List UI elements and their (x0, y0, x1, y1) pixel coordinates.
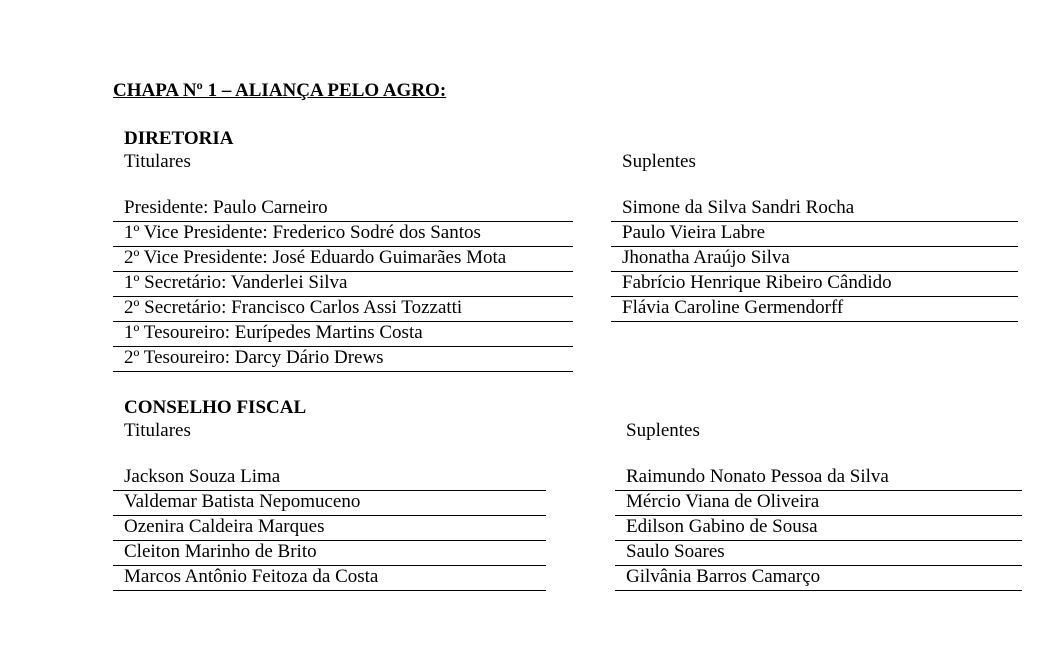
diretoria-heading: DIRETORIA (124, 128, 234, 149)
diretoria-suplentes-list (611, 197, 1018, 322)
list-item: 2º Secretário: Francisco Carlos Assi Tozzatti (113, 297, 573, 322)
conselho-titulares-list (113, 466, 546, 591)
conselho-suplentes-list (615, 466, 1022, 591)
document-title: CHAPA Nº 1 – ALIANÇA PELO AGRO: (113, 80, 447, 101)
list-item: Fabrício Henrique Ribeiro Cândido (611, 272, 1018, 297)
list-item: 2º Tesoureiro: Darcy Dário Drews (113, 347, 573, 372)
conselho-titulares-label: Titulares (124, 420, 191, 441)
list-item: 1º Vice Presidente: Frederico Sodré dos Santos (113, 222, 573, 247)
list-item: Flávia Caroline Germendorff (611, 297, 1018, 322)
list-item: Cleiton Marinho de Brito (113, 541, 546, 566)
list-item: Jackson Souza Lima (113, 466, 546, 491)
list-item: 1º Tesoureiro: Eurípedes Martins Costa (113, 322, 573, 347)
list-item: Simone da Silva Sandri Rocha (611, 197, 1018, 222)
conselho-suplentes-label: Suplentes (626, 420, 700, 441)
diretoria-titulares-list (113, 197, 573, 372)
list-item: 2º Vice Presidente: José Eduardo Guimarães Mota (113, 247, 573, 272)
list-item: Marcos Antônio Feitoza da Costa (113, 566, 546, 591)
list-item: Edilson Gabino de Sousa (615, 516, 1022, 541)
list-item: Raimundo Nonato Pessoa da Silva (615, 466, 1022, 491)
list-item: Valdemar Batista Nepomuceno (113, 491, 546, 516)
list-item: 1º Secretário: Vanderlei Silva (113, 272, 573, 297)
list-item: Paulo Vieira Labre (611, 222, 1018, 247)
list-item: Jhonatha Araújo Silva (611, 247, 1018, 272)
diretoria-suplentes-label: Suplentes (622, 151, 696, 172)
list-item: Presidente: Paulo Carneiro (113, 197, 573, 222)
list-item: Saulo Soares (615, 541, 1022, 566)
list-item: Ozenira Caldeira Marques (113, 516, 546, 541)
list-item: Mércio Viana de Oliveira (615, 491, 1022, 516)
conselho-heading: CONSELHO FISCAL (124, 397, 307, 418)
diretoria-titulares-label: Titulares (124, 151, 191, 172)
list-item: Gilvânia Barros Camarço (615, 566, 1022, 591)
